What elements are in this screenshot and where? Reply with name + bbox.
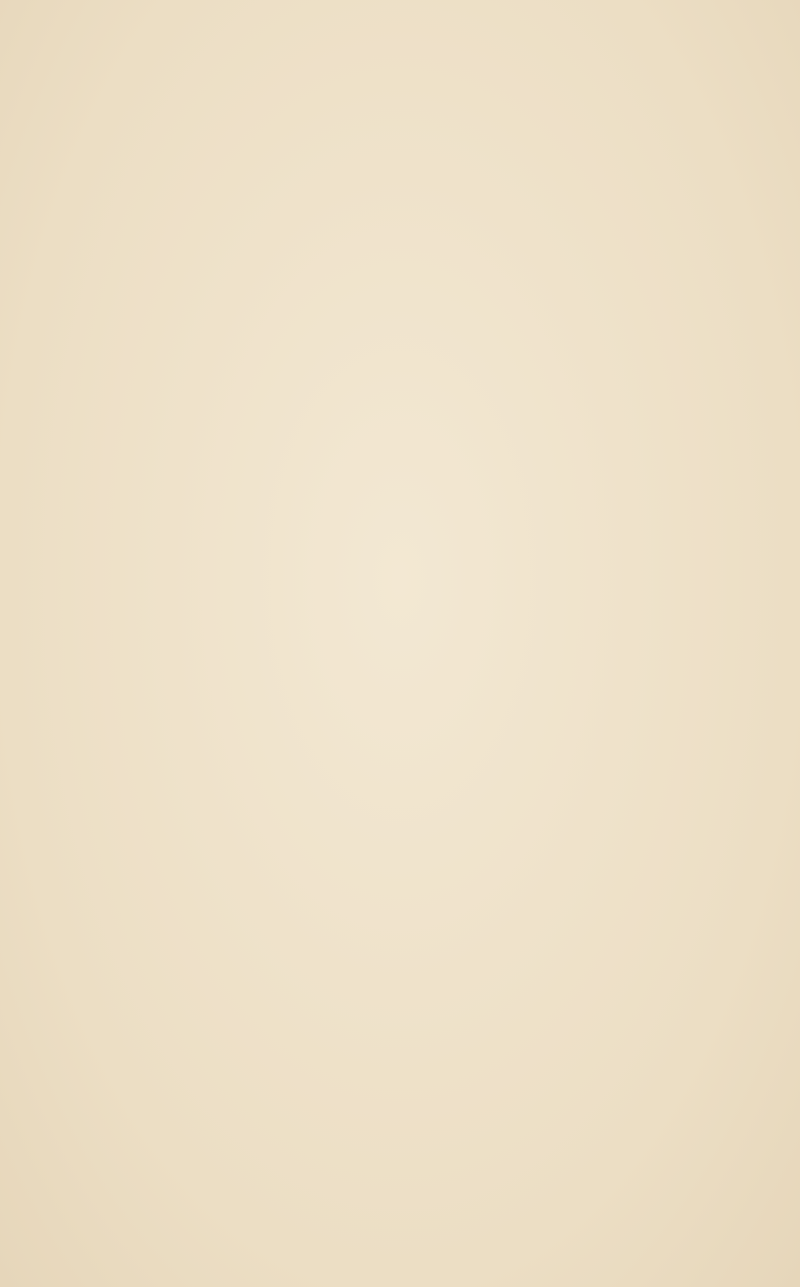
page-header: [0, 72, 800, 112]
